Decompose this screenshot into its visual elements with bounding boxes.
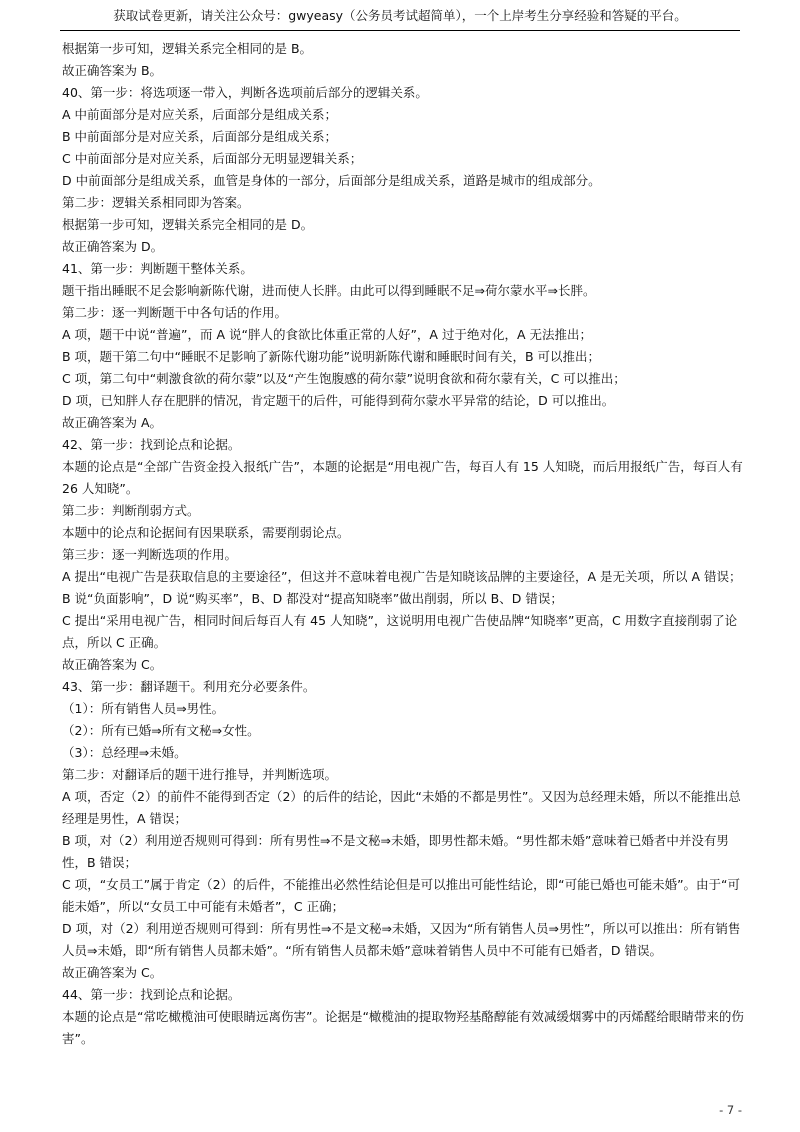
text-line: A 项，题干中说“普遍”，而 A 说“胖人的食欲比体重正常的人好”，A 过于绝对化，A 无法推出； [62,327,592,342]
text-line: 第二步：判断削弱方式。 [62,503,200,518]
text-line: 第二步：逐一判断题干中各句话的作用。 [62,305,288,320]
page-number: - 7 - [719,1103,742,1117]
text-line: 第三步：逐一判断选项的作用。 [62,547,238,562]
text-line: 第二步：逻辑关系相同即为答案。 [62,195,250,210]
text-line: 故正确答案为 D。 [62,239,164,254]
text-line: C 中前面部分是对应关系，后面部分无明显逻辑关系； [62,151,363,166]
page-header: 获取试卷更新，请关注公众号：gwyeasy（公务员考试超简单），一个上岸考生分享经验和答疑的平台。 [60,8,740,31]
text-line: 题干指出睡眠不足会影响新陈代谢，进而使人长胖。由此可以得到睡眠不足⇒荷尔蒙水平⇒长胖。 [62,283,596,298]
text-line: 故正确答案为 C。 [62,657,163,672]
text-line: C 项，第二句中“刺激食欲的荷尔蒙”以及“产生饱腹感的荷尔蒙”说明食欲和荷尔蒙有关，C 可以推出； [62,371,626,386]
text-line: 42、第一步：找到论点和论据。 [62,437,241,452]
text-line: B 项，对（2）利用逆否规则可得到：所有男性⇒不是文秘⇒未婚，即男性都未婚。“男性都未婚”意味着已婚者中并没有男性，B 错误； [62,833,729,870]
text-line: 本题中的论点和论据间有因果联系，需要削弱论点。 [62,525,350,540]
text-line: D 项，已知胖人存在肥胖的情况，肯定题干的后件，可能得到荷尔蒙水平异常的结论，D 可以推出。 [62,393,615,408]
text-line: B 说“负面影响”，D 说“购买率”，B、D 都没对“提高知晓率”做出削弱，所以 B、D 错误； [62,591,563,606]
text-line: C 提出“采用电视广告，相同时间后每百人有 45 人知晓”，这说明用电视广告使品牌“知晓率”更高，C 用数字直接削弱了论点，所以 C 正确。 [62,613,738,650]
text-line: 第二步：对翻译后的题干进行推导，并判断选项。 [62,767,338,782]
text-line: 故正确答案为 B。 [62,63,163,78]
text-line: 故正确答案为 C。 [62,965,163,980]
text-line: 本题的论点是“全部广告资金投入报纸广告”，本题的论据是“用电视广告，每百人有 15 人知晓，而后用报纸广告，每百人有 26 人知晓”。 [62,459,743,496]
text-line: B 项，题干第二句中“睡眠不足影响了新陈代谢功能”说明新陈代谢和睡眠时间有关，B 可以推出； [62,349,601,364]
text-line: （2）：所有已婚⇒所有文秘⇒女性。 [62,723,260,738]
text-line: A 提出“电视广告是获取信息的主要途径”，但这并不意味着电视广告是知晓该品牌的主要途径，A 是无关项，所以 A 错误； [62,569,742,584]
text-line: 44、第一步：找到论点和论据。 [62,987,241,1002]
text-line: （1）：所有销售人员⇒男性。 [62,701,225,716]
text-line: 43、第一步：翻译题干。利用充分必要条件。 [62,679,316,694]
text-line: D 项，对（2）利用逆否规则可得到：所有男性⇒不是文秘⇒未婚，又因为“所有销售人员⇒男性”，所以可以推出：所有销售人员⇒未婚，即“所有销售人员都未婚”。“所有销售人员都未婚”意味着销售人员中不可能有已婚者，D 错误。 [62,921,741,958]
text-line: 故正确答案为 A。 [62,415,163,430]
text-line: B 中前面部分是对应关系，后面部分是组成关系； [62,129,338,144]
text-line: A 中前面部分是对应关系，后面部分是组成关系； [62,107,338,122]
text-line: 本题的论点是“常吃橄榄油可使眼睛远离伤害”。论据是“橄榄油的提取物羟基酪醇能有效减缓烟雾中的丙烯醛给眼睛带来的伤害”。 [62,1009,744,1046]
text-line: D 中前面部分是组成关系，血管是身体的一部分，后面部分是组成关系，道路是城市的组成部分。 [62,173,601,188]
answer-explanations [62,38,752,1050]
text-line: C 项，“女员工”属于肯定（2）的后件，不能推出必然性结论但是可以推出可能性结论，即“可能已婚也可能未婚”。由于“可能未婚”，所以“女员工中可能有未婚者”，C 正确； [62,877,741,914]
text-line: 根据第一步可知，逻辑关系完全相同的是 B。 [62,41,313,56]
text-line: 41、第一步：判断题干整体关系。 [62,261,253,276]
text-line: （3）：总经理⇒未婚。 [62,745,187,760]
text-line: 40、第一步：将选项逐一带入，判断各选项前后部分的逻辑关系。 [62,85,428,100]
text-line: A 项，否定（2）的前件不能得到否定（2）的后件的结论，因此“未婚的不都是男性”。又因为总经理未婚，所以不能推出总经理是男性，A 错误； [62,789,741,826]
text-line: 根据第一步可知，逻辑关系完全相同的是 D。 [62,217,314,232]
